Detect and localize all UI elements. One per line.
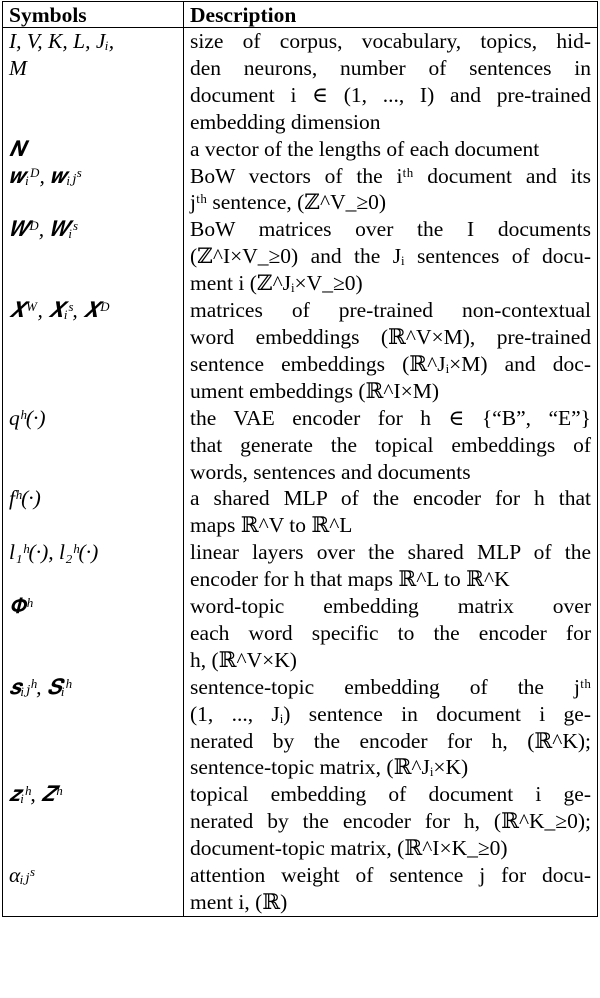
description-line: sentence-topic matrix, (ℝ^Jᵢ×K): [190, 755, 469, 780]
description-line: encoder for h that maps ℝ^L to ℝ^K: [190, 567, 510, 592]
symbol-text: fʰ(·): [9, 486, 41, 511]
symbol-cell: [3, 593, 184, 674]
table-row: [3, 781, 598, 862]
symbol-text: M: [9, 55, 27, 80]
symbol-text: 𝑵: [9, 136, 26, 161]
description-line: sentence-topic embedding of the jᵗʰ: [190, 674, 591, 699]
table-row: [3, 28, 598, 136]
description-line: size of corpus, vocabulary, topics, hid-: [190, 29, 591, 53]
description-cell: [184, 163, 598, 217]
table-row: [3, 862, 598, 916]
symbols-table: [2, 1, 598, 917]
description-line: embedding dimension: [190, 109, 381, 134]
symbol-cell: [3, 485, 184, 539]
symbol-text: αᵢⱼˢ: [9, 863, 34, 888]
symbol-text: I, V, K, L, Jᵢ,: [9, 29, 115, 53]
description-line: a vector of the lengths of each document: [190, 136, 540, 161]
description-line: the VAE encoder for h ∈ {“B”, “E”}: [190, 405, 591, 430]
symbol-text: 𝒘ᵢᴰ, 𝒘ᵢⱼˢ: [9, 163, 81, 188]
description-line: (ℤ^I×V_≥0) and the Jᵢ sentences of docu-: [190, 244, 591, 269]
description-line: nerated by the encoder for h, (ℝ^K_≥0);: [190, 809, 591, 834]
description-line: ument embeddings (ℝ^I×M): [190, 378, 440, 403]
description-line: word-topic embedding matrix over: [190, 594, 591, 619]
symbol-text: qʰ(·): [9, 405, 46, 430]
description-line: each word specific to the encoder for: [190, 620, 591, 645]
description-cell: [184, 405, 598, 486]
symbol-cell: [3, 862, 184, 916]
description-line: den neurons, number of sentences in: [190, 55, 591, 80]
symbol-text: 𝑾ᴰ, 𝑾ᵢˢ: [9, 217, 77, 242]
description-cell: [184, 539, 598, 593]
symbol-cell: [3, 28, 184, 136]
symbol-cell: [3, 539, 184, 593]
description-line: linear layers over the shared MLP of the: [190, 540, 591, 565]
symbol-text: 𝒛ᵢʰ, 𝒁ʰ: [9, 782, 62, 807]
symbol-cell: [3, 674, 184, 782]
description-cell: [184, 674, 598, 782]
description-line: topical embedding of document i ge-: [190, 782, 591, 807]
table-row: [3, 485, 598, 539]
symbol-text: l₁ʰ(·), l₂ʰ(·): [9, 540, 99, 565]
description-line: word embeddings (ℝ^V×M), pre-trained: [190, 324, 591, 349]
description-line: document i ∈ (1, ..., I) and pre-trained: [190, 82, 591, 107]
table-row: [3, 405, 598, 486]
symbol-cell: [3, 297, 184, 405]
description-line: document-topic matrix, (ℝ^I×K_≥0): [190, 836, 508, 861]
header-symbols: Symbols: [3, 2, 184, 28]
symbol-cell: [3, 136, 184, 163]
table-row: [3, 216, 598, 297]
header-description: Description: [184, 2, 598, 28]
description-line: sentence embeddings (ℝ^Jᵢ×M) and doc-: [190, 351, 591, 376]
header-row: [3, 2, 598, 28]
description-cell: [184, 216, 598, 297]
table-row: [3, 297, 598, 405]
table-row: [3, 163, 598, 217]
description-line: ment i, (ℝ): [190, 890, 288, 914]
description-line: matrices of pre-trained non-contextual: [190, 298, 591, 323]
symbol-cell: [3, 163, 184, 217]
description-cell: [184, 485, 598, 539]
table-row: [3, 136, 598, 163]
table-row: [3, 539, 598, 593]
description-cell: [184, 781, 598, 862]
description-line: ment i (ℤ^Jᵢ×V_≥0): [190, 271, 363, 296]
description-line: BoW vectors of the iᵗʰ document and its: [190, 163, 591, 188]
symbol-cell: [3, 405, 184, 486]
description-cell: [184, 28, 598, 136]
description-line: that generate the topical embeddings of: [190, 432, 591, 457]
description-line: h, (ℝ^V×K): [190, 647, 297, 672]
description-cell: [184, 862, 598, 916]
symbol-text: 𝚽ʰ: [9, 594, 33, 619]
symbol-cell: [3, 216, 184, 297]
description-line: (1, ..., Jᵢ) sentence in document i ge-: [190, 701, 591, 726]
description-line: a shared MLP of the encoder for h that: [190, 486, 591, 511]
description-line: words, sentences and documents: [190, 459, 471, 484]
table-row: [3, 674, 598, 782]
symbol-text: 𝒔ᵢⱼʰ, 𝑺ᵢʰ: [9, 674, 72, 699]
symbol-cell: [3, 781, 184, 862]
description-cell: [184, 297, 598, 405]
symbol-text: 𝑿ᵂ, 𝑿ᵢˢ, 𝑿ᴰ: [9, 298, 110, 323]
description-line: maps ℝ^V to ℝ^L: [190, 513, 353, 538]
description-line: nerated by the encoder for h, (ℝ^K);: [190, 728, 591, 753]
table-row: [3, 593, 598, 674]
description-cell: [184, 136, 598, 163]
description-line: jᵗʰ sentence, (ℤ^V_≥0): [190, 190, 387, 215]
description-line: BoW matrices over the I documents: [190, 217, 591, 242]
description-line: attention weight of sentence j for docu-: [190, 863, 591, 888]
description-cell: [184, 593, 598, 674]
